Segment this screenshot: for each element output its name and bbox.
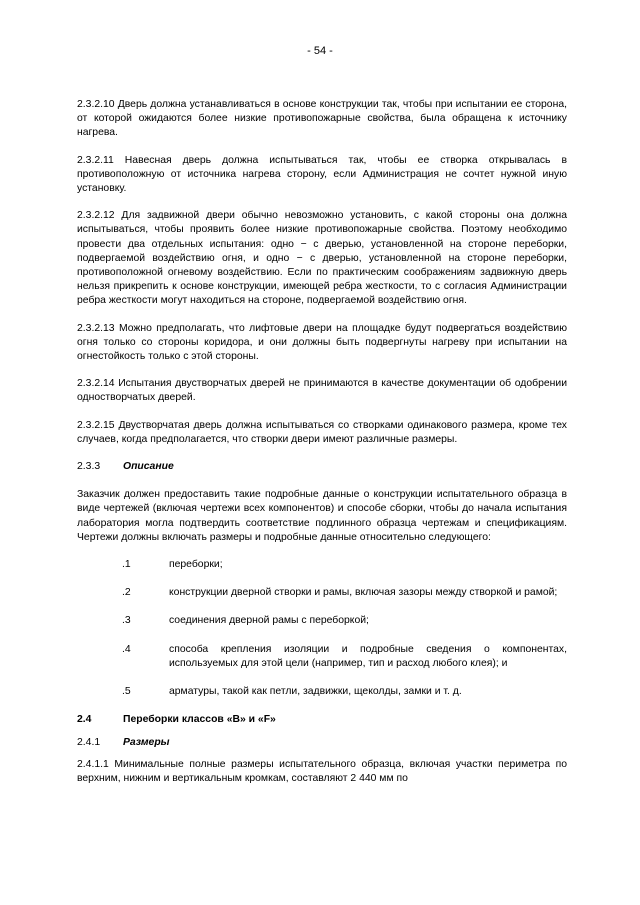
section-heading-2-4-1 [77, 736, 567, 750]
list-text: арматуры, такой как петли, задвижки, щеколды, замки и т. д. [169, 686, 462, 698]
list-text: переборки; [169, 559, 223, 571]
section-title: Описание [123, 461, 174, 473]
paragraph-2-3-2-12: 2.3.2.12 Для задвижной двери обычно невозможно установить, с какой стороны она должна испытываться, чтобы проявить более низкие противопожарные свойства. Поэтому необходимо провести два отдельных испытания: одно − с дверью, установленной на стороне переборки, подвергаемой воздействию огня, и одно − с дверью, установленной на стороне переборки, противоположной огневому воздействию. Если по практическим соображениям задвижную дверь нельзя прикрепить к основе конструкции, имеющей ребра жесткости, то с согласия Администрации ребра жесткости могут находиться на стороне, подвергаемой воздействию огня. [77, 210, 567, 307]
section-heading-2-4 [77, 713, 567, 727]
list-item [77, 643, 567, 671]
section-heading-2-3-3 [77, 460, 567, 474]
list-item [77, 586, 567, 600]
paragraph-2-3-2-13: 2.3.2.13 Можно предполагать, что лифтовые двери на площадке будут подвергаться воздействию огня только со стороны коридора, и они должны быть подвергнуты нагреву при испытании на огнестойкость только с этой стороны. [77, 322, 567, 363]
list-item [77, 614, 567, 628]
section-number: 2.3.3 [77, 461, 101, 473]
list-marker: .1 [122, 559, 131, 571]
paragraph-2-3-2-10: 2.3.2.10 Дверь должна устанавливаться в основе конструкции так, чтобы при испытании ее сторона, от которой ожидаются более низкие противопожарные свойства, была обращена к источнику нагрева. [77, 99, 567, 139]
page-number: - 54 - [307, 45, 333, 57]
paragraph-2-3-2-14: 2.3.2.14 Испытания двустворчатых дверей не принимаются в качестве документации об одобрении одностворчатых дверей. [77, 378, 567, 404]
list-marker: .3 [122, 615, 131, 627]
list-text: способа крепления изоляции и подробные сведения о компонентах, используемых для этой цели (например, тип и расход любого клея); и [169, 643, 567, 669]
list-marker: .5 [122, 686, 131, 698]
list-item [77, 558, 567, 572]
section-title: Размеры [123, 736, 170, 748]
section-number: 2.4.1 [77, 736, 101, 748]
paragraph-2-3-2-11: 2.3.2.11 Навесная дверь должна испытываться так, чтобы ее створка открывалась в противоположную от источника нагрева сторону, если Администрация не сочтет нужной иную установку. [77, 154, 567, 195]
list-text: соединения дверной рамы с переборкой; [169, 615, 369, 627]
list-text: конструкции дверной створки и рамы, включая зазоры между створкой и рамой; [169, 587, 558, 599]
requirements-list [77, 558, 567, 699]
section-title: Переборки классов «B» и «F» [123, 714, 276, 726]
description-paragraph: Заказчик должен предоставить такие подробные данные о конструкции испытательного образца в виде чертежей (включая чертежи всех компонентов) и способе сборки, чтобы до начала испытания лаборатория могла подтвердить соответствие подлинного образца чертежам и спецификациям. Чертежи должны включать размеры и подробные данные относительно следующего: [77, 489, 567, 543]
list-marker: .2 [122, 587, 131, 599]
section-number: 2.4 [77, 714, 92, 726]
paragraph-2-3-2-15: 2.3.2.15 Двустворчатая дверь должна испытываться со створками одинакового размера, кроме тех случаев, когда предполагается, что створки двери имеют различные размеры. [77, 419, 567, 445]
list-marker: .4 [122, 643, 131, 655]
list-item [77, 685, 567, 699]
paragraph-2-4-1-1: 2.4.1.1 Минимальные полные размеры испытательного образца, включая участки периметра по верхним, нижним и вертикальным кромкам, составляют 2 440 мм по [77, 758, 567, 784]
document-body [77, 98, 567, 799]
